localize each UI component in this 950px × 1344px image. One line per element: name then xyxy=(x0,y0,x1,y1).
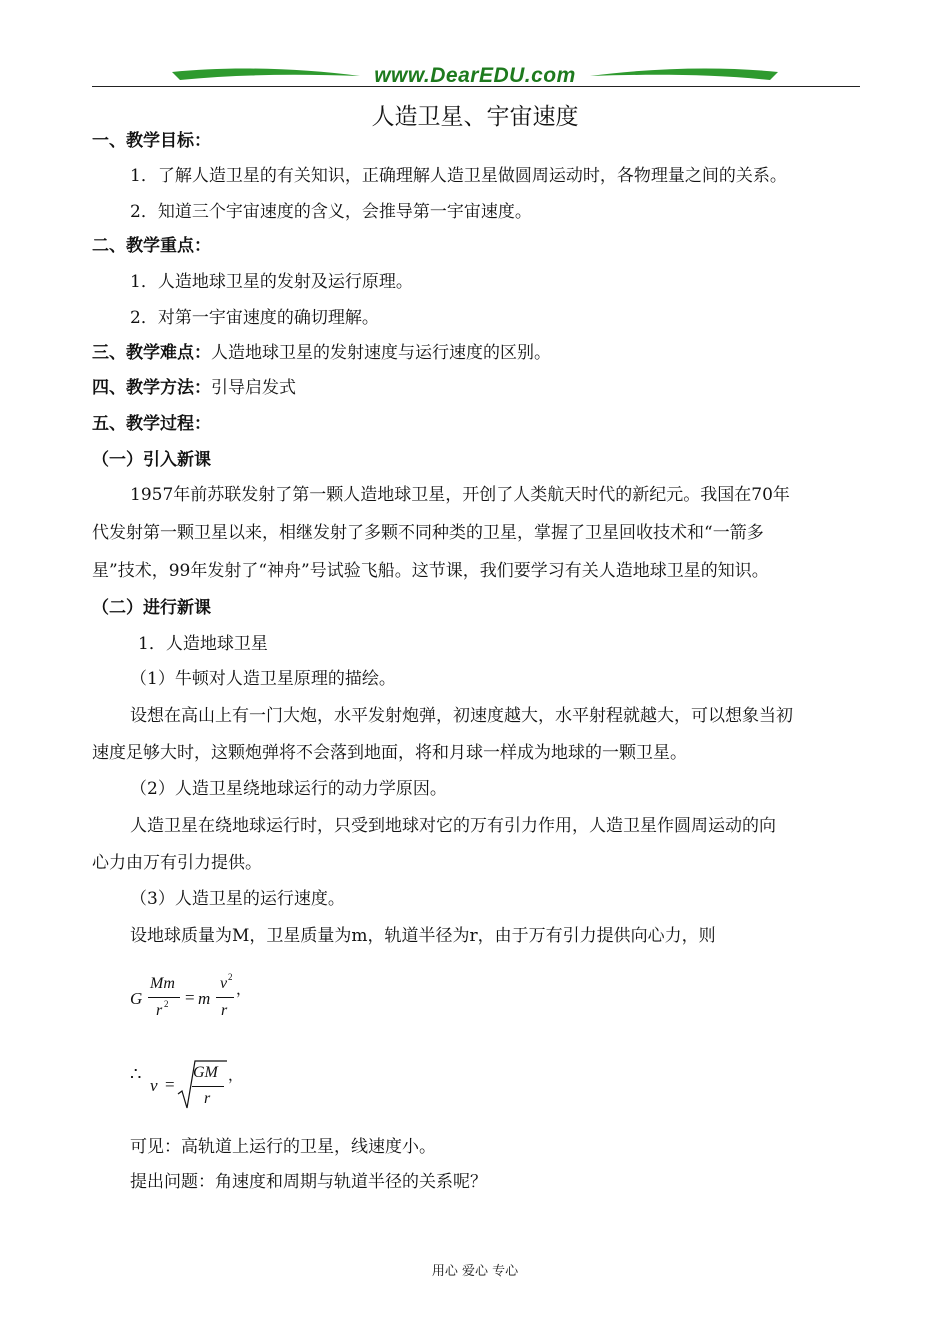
formula-denominator-right: r xyxy=(221,1002,228,1019)
formula-comma: ， xyxy=(236,982,252,998)
fraction-bar-right xyxy=(216,997,234,998)
formula-equals: = xyxy=(185,988,195,1007)
page-footer: 用心 爱心 专心 xyxy=(431,1264,519,1279)
formula-numerator-right: v xyxy=(220,975,228,992)
logo-text: www.DearEDU.com xyxy=(374,64,576,87)
formula-denominator-r: r xyxy=(204,1090,211,1107)
formula-exponent-left: 2 xyxy=(164,999,169,1009)
method-text: 引导启发式 xyxy=(211,378,296,398)
section-title-process: 五、教学过程： xyxy=(92,414,211,434)
point-2-line-2: 心力由万有引力提供。 xyxy=(92,853,262,873)
question-line: 提出问题：角速度和周期与轨道半径的关系呢？ xyxy=(130,1172,487,1192)
formula-denominator-left: r xyxy=(156,1002,163,1019)
formula-gravitation xyxy=(130,972,270,1028)
formula-comma-2: ， xyxy=(228,1068,244,1084)
fraction-bar-left xyxy=(148,997,180,998)
formula-g: G xyxy=(130,989,143,1008)
key-point-item-1: 1．人造地球卫星的发射及运行原理。 xyxy=(130,272,413,292)
formula-exponent-right: 2 xyxy=(228,972,233,982)
subsection-title-intro: （一）引入新课 xyxy=(92,450,211,470)
point-3-line-1: 设地球质量为M，卫星质量为m，轨道半径为r，由于万有引力提供向心力，则 xyxy=(130,926,716,946)
formula-orbital-velocity xyxy=(130,1058,270,1116)
point-3-title: （3）人造卫星的运行速度。 xyxy=(130,889,345,909)
section-title-difficulty: 三、教学难点： xyxy=(92,343,211,363)
point-2-line-1: 人造卫星在绕地球运行时，只受到地球对它的万有引力作用，人造卫星作圆周运动的向 xyxy=(130,816,776,836)
key-point-item-2: 2．对第一宇宙速度的确切理解。 xyxy=(130,308,379,328)
topic-1: 1．人造地球卫星 xyxy=(138,634,268,654)
point-1-title: （1）牛顿对人造卫星原理的描绘。 xyxy=(130,669,396,689)
formula-equals-2: = xyxy=(165,1075,175,1094)
section-title-method: 四、教学方法： xyxy=(92,378,211,398)
header-rule xyxy=(92,86,860,87)
intro-paragraph-line-3: 星”技术，99年发射了“神舟”号试验飞船。这节课，我们要学习有关人造地球卫星的知识。 xyxy=(92,561,769,581)
fraction-bar-sqrt xyxy=(192,1086,224,1087)
formula-v: v xyxy=(150,1076,158,1095)
intro-paragraph-line-2: 代发射第一颗卫星以来，相继发射了多颗不同种类的卫星，掌握了卫星回收技术和“一箭多 xyxy=(92,523,764,543)
therefore-symbol: ∴ xyxy=(130,1064,142,1085)
formula-m: m xyxy=(198,989,211,1008)
section-title-objectives: 一、教学目标： xyxy=(92,131,211,151)
formula-numerator-gm: GM xyxy=(193,1064,218,1081)
intro-paragraph-line-1: 1957年前苏联发射了第一颗人造地球卫星，开创了人类航天时代的新纪元。我国在70年 xyxy=(130,485,790,505)
point-2-title: （2）人造卫星绕地球运行的动力学原因。 xyxy=(130,779,447,799)
conclusion-line: 可见：高轨道上运行的卫星，线速度小。 xyxy=(130,1137,436,1157)
difficulty-line xyxy=(92,342,551,364)
formula-numerator-left: Mm xyxy=(150,975,175,992)
header-logo xyxy=(170,62,780,92)
subsection-title-new-lesson: （二）进行新课 xyxy=(92,598,211,618)
section-title-key-points: 二、教学重点： xyxy=(92,236,211,256)
method-line xyxy=(92,377,296,399)
point-1-line-2: 速度足够大时，这颗炮弹将不会落到地面，将和月球一样成为地球的一颗卫星。 xyxy=(92,743,687,763)
point-1-line-1: 设想在高山上有一门大炮，水平发射炮弹，初速度越大，水平射程就越大，可以想象当初 xyxy=(130,706,793,726)
objective-item-2: 2．知道三个宇宙速度的含义，会推导第一宇宙速度。 xyxy=(130,202,532,222)
objective-item-1: 1．了解人造卫星的有关知识，正确理解人造卫星做圆周运动时，各物理量之间的关系。 xyxy=(130,166,787,186)
difficulty-text: 人造地球卫星的发射速度与运行速度的区别。 xyxy=(211,343,551,363)
page-title: 人造卫星、宇宙速度 xyxy=(371,104,579,130)
